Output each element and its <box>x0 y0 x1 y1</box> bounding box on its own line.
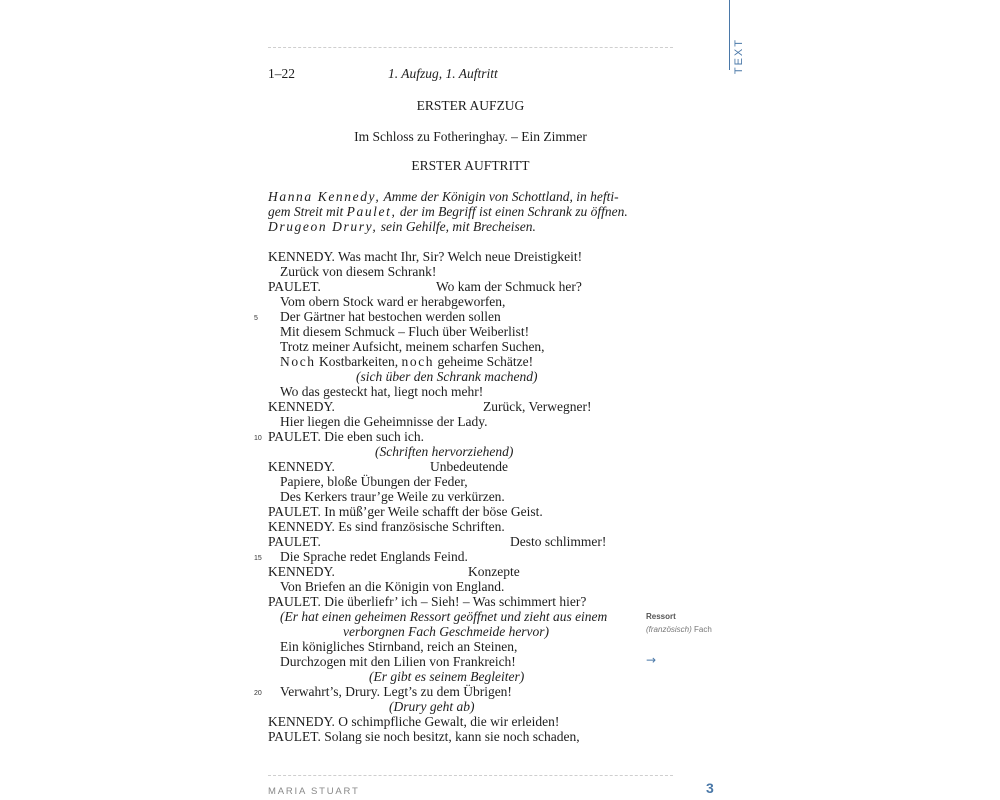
page-number: 3 <box>706 780 714 796</box>
line-number: 10 <box>254 435 262 442</box>
verse-line: PAULET. Solang sie noch besitzt, kann sie noch schaden, <box>268 729 580 744</box>
verse-line: Zurück, Verwegner! <box>483 399 592 414</box>
intro-line-3 <box>268 219 688 234</box>
intro-line-1 <box>268 189 688 204</box>
verse-line: KENNEDY. Was macht Ihr, Sir? Welch neue Dreistigkeit! <box>268 249 583 264</box>
line-number: 5 <box>254 315 258 322</box>
speaker-label: PAULET. <box>268 534 321 549</box>
verse-line: PAULET. Die eben such ich. <box>268 429 424 444</box>
verse-line: Trotz meiner Aufsicht, meinem scharfen Suchen, <box>280 339 545 354</box>
verse-line: KENNEDY. O schimpfliche Gewalt, die wir erleiden! <box>268 714 560 729</box>
emphasis: noch <box>401 354 435 369</box>
verse-line: Durchzogen mit den Lilien von Frankreich! <box>280 654 516 669</box>
verse-line: Hier liegen die Geheimnisse der Lady. <box>280 414 488 429</box>
running-head: 1. Aufzug, 1. Auftritt <box>388 66 498 81</box>
verse-line: Von Briefen an die Königin von England. <box>280 579 505 594</box>
stage-direction: (Schriften hervorziehend) <box>375 444 514 459</box>
stage-direction-intro <box>268 189 688 234</box>
verse-line: Vom obern Stock ward er herabgeworfen, <box>280 294 506 309</box>
stage-direction: (Er hat einen geheimen Ressort geöffnet und zieht aus einem <box>280 609 608 624</box>
bottom-divider <box>268 775 673 776</box>
verse-line: Unbedeutende <box>430 459 508 474</box>
top-divider <box>268 47 673 48</box>
verse-line: Noch Kostbarkeiten, noch geheime Schätze! <box>280 354 534 369</box>
sidebar-accent-bar <box>729 0 730 70</box>
intro-text: der im Begriff ist einen Schrank zu öffnen. <box>396 204 628 219</box>
setting-heading: Im Schloss zu Fotheringhay. – Ein Zimmer <box>354 129 587 144</box>
verse-line: Die Sprache redet Englands Feind. <box>280 549 468 564</box>
verse-line: Des Kerkers traur’ge Weile zu verkürzen. <box>280 489 505 504</box>
act-heading: ERSTER AUFZUG <box>416 98 525 113</box>
verse-line: Mit diesem Schmuck – Fluch über Weiberlist! <box>280 324 530 339</box>
section-tab-text[interactable]: TEXT <box>733 38 745 75</box>
intro-line-2 <box>268 204 688 219</box>
verse-line: KENNEDY. Es sind französische Schriften. <box>268 519 505 534</box>
stage-direction: verborgnen Fach Geschmeide hervor) <box>343 624 550 639</box>
verse-line: Verwahrt’s, Drury. Legt’s zu dem Übrigen! <box>280 684 512 699</box>
speaker-label: KENNEDY. <box>268 564 335 579</box>
speaker-label: KENNEDY. <box>268 399 335 414</box>
line-number: 15 <box>254 555 262 562</box>
verse-line: PAULET. Die überliefr’ ich – Sieh! – Was schimmert hier? <box>268 594 587 609</box>
intro-text: sein Gehilfe, mit Brecheisen. <box>377 219 536 234</box>
speaker-label: PAULET. <box>268 279 321 294</box>
verse-line: Ein königliches Stirnband, reich an Steinen, <box>280 639 518 654</box>
line-range: 1–22 <box>268 66 295 81</box>
arrow-right-icon[interactable]: → <box>646 653 657 667</box>
gloss-term: Ressort <box>646 612 676 621</box>
stage-direction: (Drury geht ab) <box>389 699 475 714</box>
verse-line: Wo kam der Schmuck her? <box>436 279 582 294</box>
line-number: 20 <box>254 690 262 697</box>
verse-line: PAULET. In müß’ger Weile schafft der böse Geist. <box>268 504 543 519</box>
verse-line: Wo das gesteckt hat, liegt noch mehr! <box>280 384 484 399</box>
verse-line: Desto schlimmer! <box>510 534 607 549</box>
speaker-label: KENNEDY. <box>268 459 335 474</box>
verse-line: Konzepte <box>468 564 520 579</box>
character-name: Paulet, <box>346 204 397 219</box>
gloss-definition: (französisch) Fach <box>646 625 712 634</box>
intro-text: gem Streit mit <box>268 204 347 219</box>
scene-heading: ERSTER AUFTRITT <box>411 158 530 173</box>
verse-line: Der Gärtner hat bestochen werden sollen <box>280 309 501 324</box>
character-name: Drugeon Drury, <box>268 219 378 234</box>
intro-text: Amme der Königin von Schottland, in hefti- <box>380 189 619 204</box>
footer-title: MARIA STUART <box>268 786 360 797</box>
verse-line: Zurück von diesem Schrank! <box>280 264 437 279</box>
character-name: Hanna Kennedy, <box>268 189 381 204</box>
stage-direction: (sich über den Schrank machend) <box>356 369 538 384</box>
stage-direction: (Er gibt es seinem Begleiter) <box>369 669 525 684</box>
emphasis: Noch <box>280 354 316 369</box>
verse-line: Papiere, bloße Übungen der Feder, <box>280 474 468 489</box>
